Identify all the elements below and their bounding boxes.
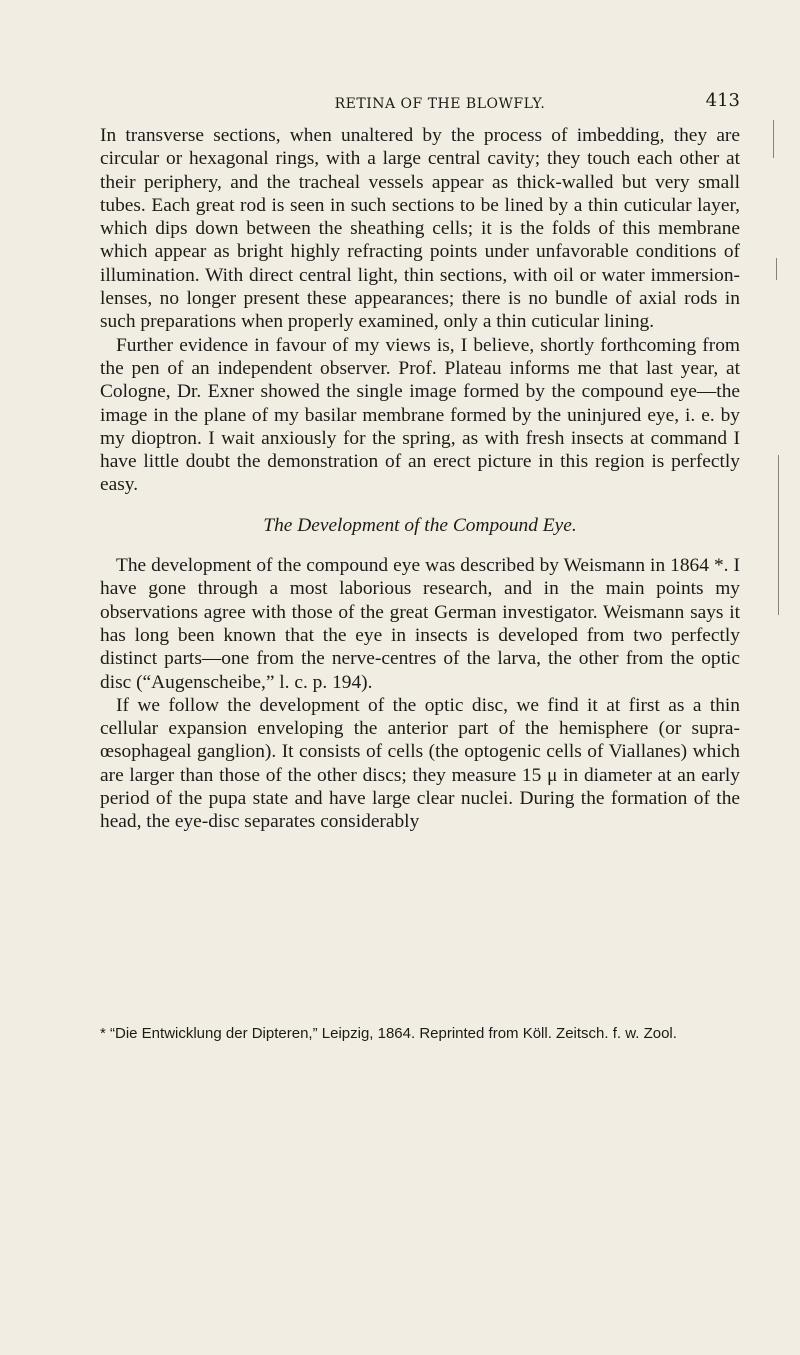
paragraph: Further evidence in favour of my views is, I believe, shortly forthcoming from the pen of an independent observer. Prof. Plateau informs me that last year, at Cologne, Dr. Exner showed the single image formed by the compound eye—the image in the plane of my basilar membrane formed by the uninjured eye, i. e. by my dioptron. I wait anxiously for the spring, as with fresh insects at command I have little doubt the demonstration of an erect picture in this region is perfectly easy. <box>100 334 740 496</box>
section-heading: The Development of the Compound Eye. <box>263 514 577 536</box>
body-text <box>100 124 740 834</box>
running-title: RETINA OF THE BLOWFLY. <box>334 96 546 112</box>
margin-bracket <box>776 258 778 280</box>
page-number: 413 <box>705 90 740 111</box>
footnote: * “Die Entwicklung der Dipteren,” Leipzig, 1864. Reprinted from Köll. Zeitsch. f. w. Zool. <box>100 1025 677 1042</box>
paragraph: In transverse sections, when unaltered by the process of imbedding, they are circular or hexagonal rings, with a large central cavity; they touch each other at their periphery, and the tracheal vessels appear as thick-walled but very small tubes. Each great rod is seen in such sections to be lined by a thin cuticular layer, which dips down between the sheathing cells; it is the folds of this membrane which appear as bright highly refracting points under unfavorable conditions of illumination. With direct central light, thin sections, with oil or water immersion-lenses, no longer present these appearances; there is no bundle of axial rods in such preparations when properly examined, only a thin cuticular lining. <box>100 125 740 333</box>
running-head <box>100 90 740 120</box>
paragraph: If we follow the development of the optic disc, we find it at first as a thin cellular expansion enveloping the anterior part of the hemisphere (or supra-œsophageal ganglion). It consists of cells (the optogenic cells of Viallanes) which are larger than those of the other discs; they measure 15 μ in diameter at an early period of the pupa state and have large clear nuclei. During the formation of the head, the eye-disc separates considerably <box>100 694 740 833</box>
paragraph: The development of the compound eye was described by Weismann in 1864 *. I have gone through a most laborious research, and in the main points my observations agree with those of the great German investigator. Weismann says it has long been known that the eye in insects is developed from two perfectly distinct parts—one from the nerve-centres of the larva, the other from the optic disc (“Augenscheibe,” l. c. p. 194). <box>100 555 740 693</box>
margin-bracket <box>778 455 780 615</box>
margin-bracket <box>773 120 775 158</box>
